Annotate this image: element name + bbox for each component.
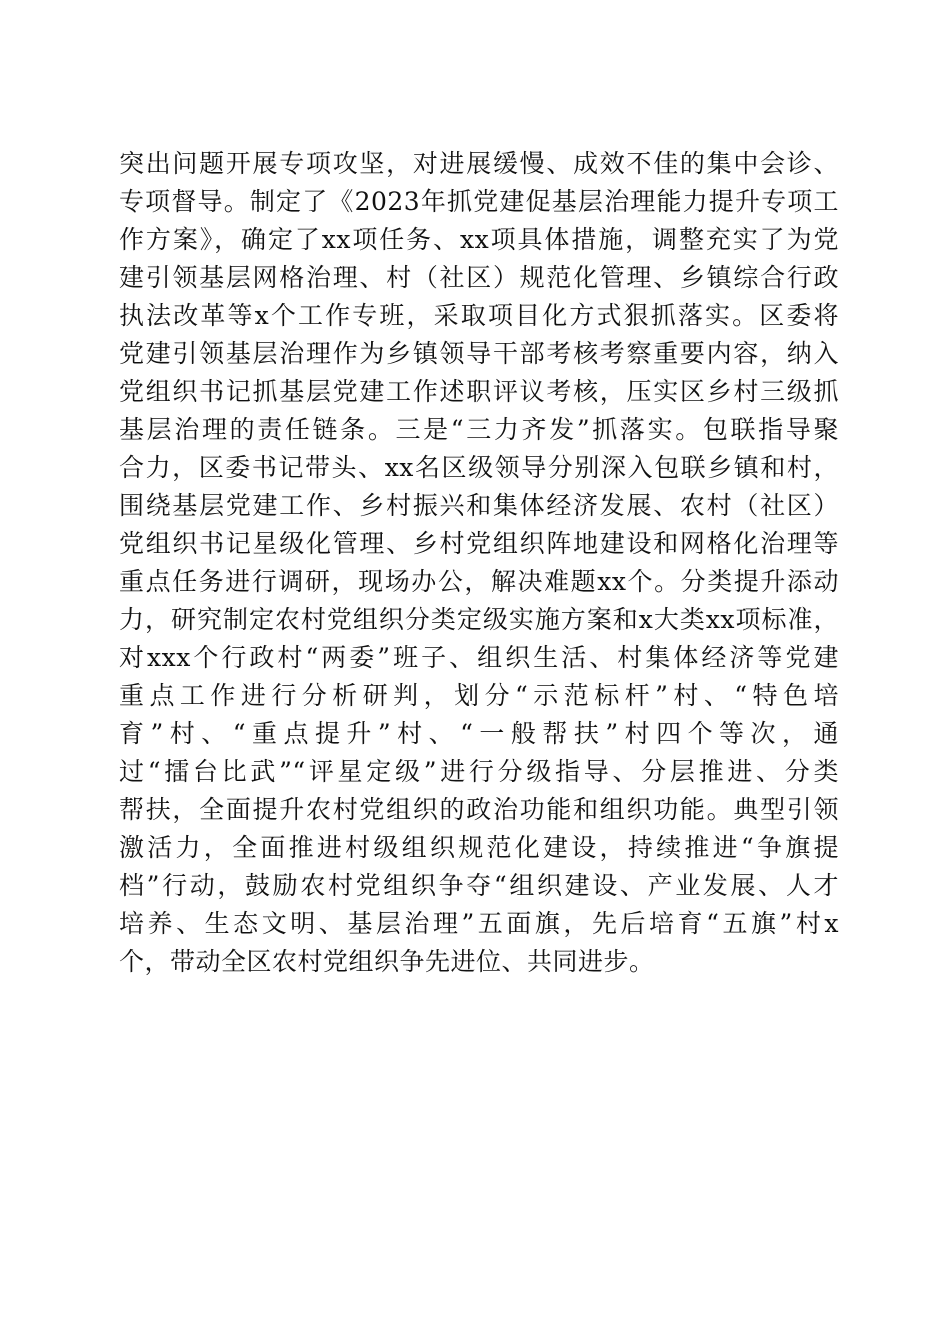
text-line: 合力，区委书记带头、xx名区级领导分别深入包联乡镇和村， xyxy=(119,453,839,482)
text-line: 个，带动全区农村党组织争先进位、共同进步。 xyxy=(119,947,655,976)
text-line: 重点工作进行分析研判，划分“示范标杆”村、“特色培 xyxy=(119,681,839,710)
body-paragraph xyxy=(119,145,839,981)
text-line: 基层治理的责任链条。三是“三力齐发”抓落实。包联指导聚 xyxy=(119,415,839,444)
text-line: 建引领基层网格治理、村（社区）规范化管理、乡镇综合行政 xyxy=(119,263,839,292)
text-line: 执法改革等x个工作专班，采取项目化方式狠抓落实。区委将 xyxy=(119,301,839,330)
text-line: 帮扶，全面提升农村党组织的政治功能和组织功能。典型引领 xyxy=(119,795,839,824)
text-line: 档”行动，鼓励农村党组织争夺“组织建设、产业发展、人才 xyxy=(119,871,839,900)
text-line: 专项督导。制定了《2023年抓党建促基层治理能力提升专项工 xyxy=(119,187,839,216)
text-line: 激活力，全面推进村级组织规范化建设，持续推进“争旗提 xyxy=(119,833,839,862)
text-line: 培养、生态文明、基层治理”五面旗，先后培育“五旗”村x xyxy=(119,909,839,938)
text-line: 对xxx个行政村“两委”班子、组织生活、村集体经济等党建 xyxy=(119,643,839,672)
text-line: 重点任务进行调研，现场办公，解决难题xx个。分类提升添动 xyxy=(119,567,839,596)
text-line: 过“擂台比武”“评星定级”进行分级指导、分层推进、分类 xyxy=(119,757,839,786)
text-line: 突出问题开展专项攻坚，对进展缓慢、成效不佳的集中会诊、 xyxy=(119,149,839,178)
text-line: 党组织书记抓基层党建工作述职评议考核，压实区乡村三级抓 xyxy=(119,377,839,406)
text-line: 围绕基层党建工作、乡村振兴和集体经济发展、农村（社区） xyxy=(119,491,839,520)
text-line: 党建引领基层治理作为乡镇领导干部考核考察重要内容，纳入 xyxy=(119,339,839,368)
text-line: 育”村、“重点提升”村、“一般帮扶”村四个等次，通 xyxy=(119,719,839,748)
text-line: 作方案》，确定了xx项任务、xx项具体措施，调整充实了为党 xyxy=(119,225,839,254)
text-line: 力，研究制定农村党组织分类定级实施方案和x大类xx项标准， xyxy=(119,605,839,634)
text-line: 党组织书记星级化管理、乡村党组织阵地建设和网格化治理等 xyxy=(119,529,839,558)
